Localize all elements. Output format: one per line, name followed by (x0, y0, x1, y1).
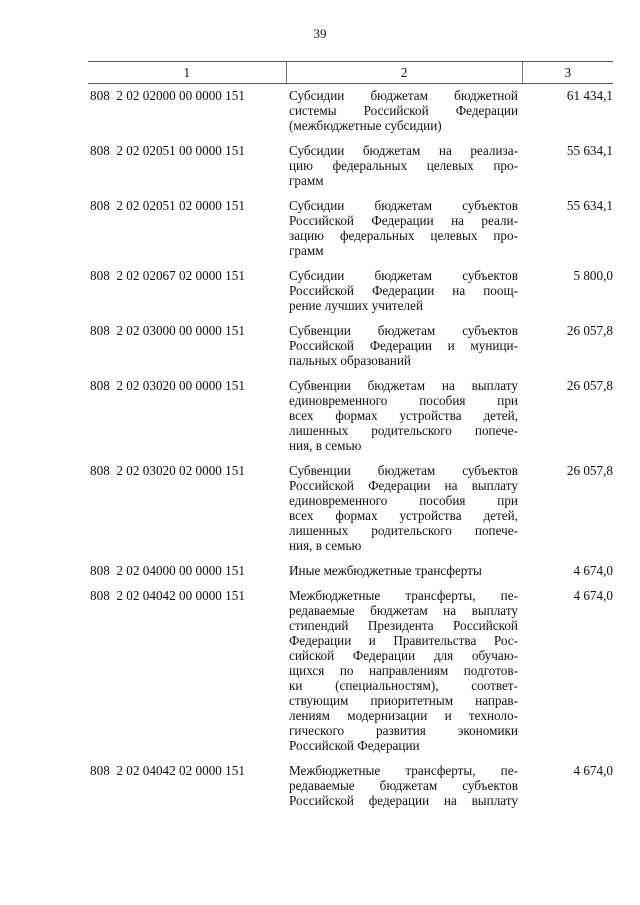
income-description (286, 198, 522, 268)
description-line: Российской Федерации (289, 738, 420, 753)
header-col-2: 2 (286, 62, 522, 84)
description-line: стипендий Президента Российской (289, 618, 518, 633)
table-row (88, 588, 613, 763)
amount-value: 26 057,8 (566, 463, 613, 478)
description-line: всех формах устройства детей, (289, 408, 518, 423)
income-description (286, 84, 522, 144)
description-line: Российской Федерации и муници- (289, 338, 518, 353)
description-line: Субсидии бюджетам субъектов (289, 198, 518, 213)
amount-value: 26 057,8 (566, 378, 613, 393)
classification-code: 808 2 02 03020 02 0000 151 (90, 463, 245, 478)
amount-value: 26 057,8 (566, 323, 613, 338)
description-line: Межбюджетные трансферты, пе- (289, 588, 518, 603)
classification-code: 808 2 02 02051 00 0000 151 (90, 143, 245, 158)
income-description (286, 588, 522, 763)
description-line: ния, в семью (289, 538, 362, 553)
table-row (88, 84, 613, 144)
description-line: щихся по направлениям подготов- (289, 663, 518, 678)
table-row (88, 463, 613, 563)
description-line: пальных образований (289, 353, 411, 368)
description-line: Федерации и Правительства Рос- (289, 633, 518, 648)
description-line: ния, в семью (289, 438, 362, 453)
page-number: 39 (313, 26, 327, 41)
description-line: Иные межбюджетные трансферты (289, 563, 482, 578)
description-line: лишенных родительского попече- (289, 423, 518, 438)
table-row (88, 143, 613, 198)
description-line: Межбюджетные трансферты, пе- (289, 763, 518, 778)
table-body (88, 84, 613, 819)
classification-code: 808 2 02 02000 00 0000 151 (90, 88, 245, 103)
budget-table (88, 61, 613, 818)
description-line: Субсидии бюджетам бюджетной (289, 88, 518, 103)
description-line: Субсидии бюджетам субъектов (289, 268, 518, 283)
classification-code: 808 2 02 03020 00 0000 151 (90, 378, 245, 393)
amount-value: 55 634,1 (566, 198, 613, 213)
description-line: Российской федерации на выплату (289, 793, 518, 808)
classification-code: 808 2 02 04000 00 0000 151 (90, 563, 245, 578)
description-line: ки (специальностям), соответ- (289, 678, 518, 693)
description-line: (межбюджетные субсидии) (289, 118, 442, 133)
description-line: Российской Федерации на поощ- (289, 283, 518, 298)
income-description (286, 763, 522, 818)
table-row (88, 198, 613, 268)
description-line: редаваемые бюджетам субъектов (289, 778, 518, 793)
description-line: лишенных родительского попече- (289, 523, 518, 538)
table-row (88, 378, 613, 463)
classification-code: 808 2 02 03000 00 0000 151 (90, 323, 245, 338)
income-description (286, 268, 522, 323)
amount-value: 55 634,1 (566, 143, 613, 158)
income-description (286, 563, 522, 588)
description-line: редаваемые бюджетам на выплату (289, 603, 518, 618)
income-description (286, 323, 522, 378)
amount-value: 4 674,0 (573, 588, 613, 603)
header-row (88, 62, 613, 84)
table-row (88, 763, 613, 818)
description-line: цию федеральных целевых про- (289, 158, 518, 173)
description-line: Субсидии бюджетам на реализа- (289, 143, 518, 158)
description-line: лениям модернизации и техноло- (289, 708, 518, 723)
amount-value: 61 434,1 (566, 88, 613, 103)
amount-value: 4 674,0 (573, 763, 613, 778)
description-line: грамм (289, 243, 324, 258)
income-description (286, 143, 522, 198)
table-row (88, 268, 613, 323)
description-line: Российской Федерации на реали- (289, 213, 518, 228)
description-line: всех формах устройства детей, (289, 508, 518, 523)
description-line: Субвенции бюджетам на выплату (289, 378, 518, 393)
header-col-3: 3 (522, 62, 613, 84)
description-line: Субвенции бюджетам субъектов (289, 463, 518, 478)
income-description (286, 463, 522, 563)
description-line: единовременного пособия при (289, 393, 518, 408)
classification-code: 808 2 02 02067 02 0000 151 (90, 268, 245, 283)
description-line: рение лучших учителей (289, 298, 424, 313)
description-line: системы Российской Федерации (289, 103, 518, 118)
table-row (88, 323, 613, 378)
classification-code: 808 2 02 04042 02 0000 151 (90, 763, 245, 778)
table-row (88, 563, 613, 588)
description-line: зацию федеральных целевых про- (289, 228, 518, 243)
description-line: Российской Федерации на выплату (289, 478, 518, 493)
amount-value: 5 800,0 (573, 268, 613, 283)
description-line: гического развития экономики (289, 723, 518, 738)
description-line: ствующим приоритетным направ- (289, 693, 518, 708)
description-line: единовременного пособия при (289, 493, 518, 508)
header-col-1: 1 (88, 62, 286, 84)
description-line: грамм (289, 173, 324, 188)
amount-value: 4 674,0 (573, 563, 613, 578)
table-header (88, 62, 613, 84)
description-line: сийской Федерации для обучаю- (289, 648, 518, 663)
classification-code: 808 2 02 04042 00 0000 151 (90, 588, 245, 603)
description-line: Субвенции бюджетам субъектов (289, 323, 518, 338)
classification-code: 808 2 02 02051 02 0000 151 (90, 198, 245, 213)
income-description (286, 378, 522, 463)
